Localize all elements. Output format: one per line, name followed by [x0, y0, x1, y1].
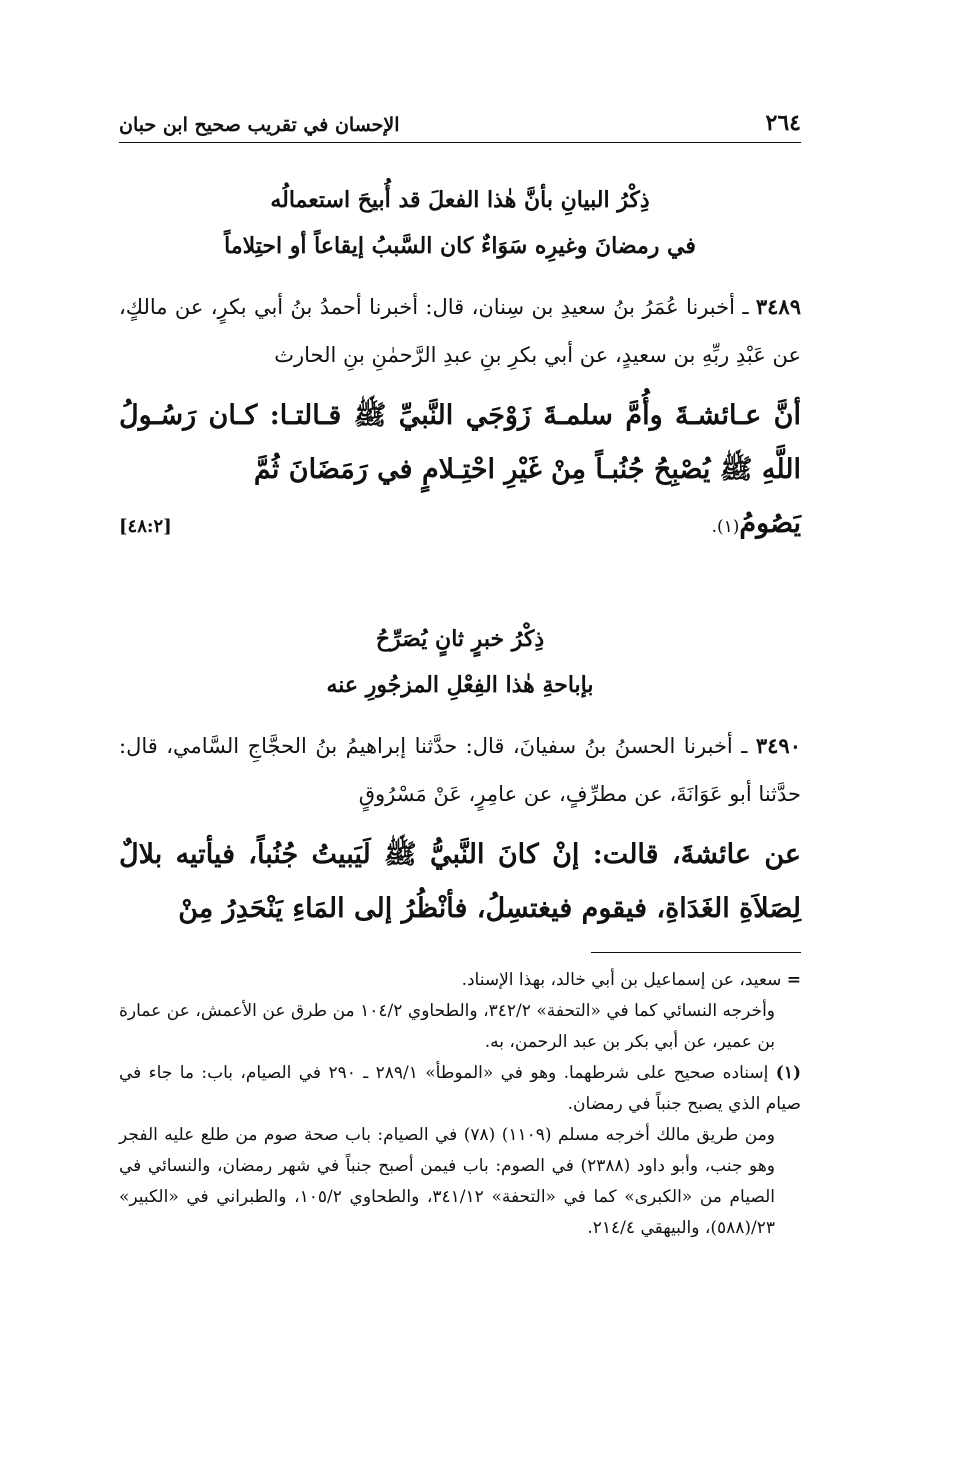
- matn-last-line: [119, 497, 801, 554]
- continuation-text: سعيد، عن إسماعيل بن أبي خالد، بهذا الإسناد.: [461, 970, 782, 990]
- isnad-text: ـ أخبرنا عُمَرُ بنُ سعيدِ بن سِنان، قال: أخبرنا أحمدُ بنُ أبي بكرٍ، عن مالكٍ، عن عَبْدِ ربِّهِ بن سعيدٍ، عن أبي بكرِ بنِ عبدِ الرَّحمٰنِ بنِ الحارث: [119, 295, 801, 367]
- hadith-isnad: [119, 283, 801, 379]
- volume-reference: [٤٨:٢]: [119, 516, 172, 537]
- footnote-paragraph: ومن طريق مالك أخرجه مسلم (١١٠٩) (٧٨) في الصيام: باب صحة صوم من طلع عليه الفجر وهو جنب، وأبو داود (٢٣٨٨) في الصوم: باب فيمن أصبح جنباً في شهر رمضان، والنسائي في الصيام من «الكبرى» كما في «التحفة» ٣٤١/١٢، والطحاوي ١٠٥/٢، والطبراني في «الكبير» ٢٣/(٥٨٨)، والبيهقي ٢١٤/٤.: [119, 1125, 776, 1238]
- footnotes: [119, 965, 801, 1244]
- page-number: ٢٦٤: [765, 110, 801, 136]
- footnote-text: إسناده صحيح على شرطهما. وهو في «الموطأ» ٢٨٩/١ ـ ٢٩٠ في الصيام، باب: ما جاء في صيام الذي يصبح جنباً في رمضان.: [119, 1063, 801, 1114]
- hadith-number: ٣٤٩٠: [755, 733, 801, 758]
- footnote-divider: [591, 952, 801, 953]
- section-heading-1: [130, 177, 801, 269]
- section-title-line-2: في رمضانَ وغيرِه سَوَاءٌ كان السَّببُ إيقاعاً أو احتِلاماً: [224, 233, 696, 259]
- hadith-matn: [119, 828, 801, 936]
- hadith-isnad: [119, 722, 801, 818]
- continuation-marker: =: [786, 970, 801, 990]
- isnad-text: ـ أخبرنا الحسنُ بنُ سفيانَ، قال: حدَّثنا إبراهيمُ بنُ الحجَّاجِ السَّامي، قال: حدَّثنا أبو عَوَانَةَ، عن مطرِّفٍ، عن عامِرٍ، عَنْ مَسْرُوقٍ: [119, 734, 801, 806]
- matn-text: عن عائشةَ، قالت: إنْ كانَ النَّبيُّ ﷺ لَيَبيتُ جُنُباً، فيأتيه بلالٌ لِصَلاَةِ الغَدَاةِ، فيقوم فيغتسِلُ، فأنْظُرُ إلى المَاءِ يَنْحَدِرُ مِنْ: [119, 839, 801, 924]
- footnote-1: [119, 1058, 801, 1120]
- running-header: [119, 103, 801, 143]
- section-title-line-1: ذِكْرُ خبرٍ ثانٍ يُصَرِّحُ: [375, 626, 545, 652]
- hadith-number: ٣٤٨٩: [755, 294, 801, 319]
- hadith-matn: [119, 389, 801, 554]
- footnote-marker: (١): [775, 1063, 802, 1083]
- section-title-line-2: بإباحةِ هٰذا الفِعْلِ المزجُورِ عنه: [326, 672, 594, 698]
- section-title-line-1: ذِكْرُ البيانِ بأنَّ هٰذا الفعلَ قد أُبيحَ استعمالُه: [270, 187, 650, 213]
- matn-text: أنَّ عـائشـةَ وأُمَّ سلمـةَ زَوْجَي النَّبيِّ ﷺ قـالتـا: كـان رَسُـولُ اللَّهِ ﷺ يُصْبِحُ جُنُبـاً مِنْ غَيْرِ احْتِـلامٍ في رَمَضَانَ ثُمَّ: [119, 400, 801, 485]
- section-heading-2: [130, 616, 801, 708]
- matn-end: [712, 497, 801, 554]
- footnote-reference[interactable]: (١).: [711, 517, 740, 537]
- running-title: الإحسان في تقريب صحيح ابن حبان: [119, 114, 400, 136]
- matn-end-word: يَصُومُ: [739, 508, 801, 539]
- footnote-continuation: [119, 965, 801, 996]
- book-page: [0, 103, 956, 1477]
- footnote-paragraph: وأخرجه النسائي كما في «التحفة» ٣٤٢/٢، والطحاوي ١٠٤/٢ من طرق عن الأعمش، عن عمارة بن عمير، عن أبي بكر بن عبد الرحمن، به.: [119, 1001, 775, 1052]
